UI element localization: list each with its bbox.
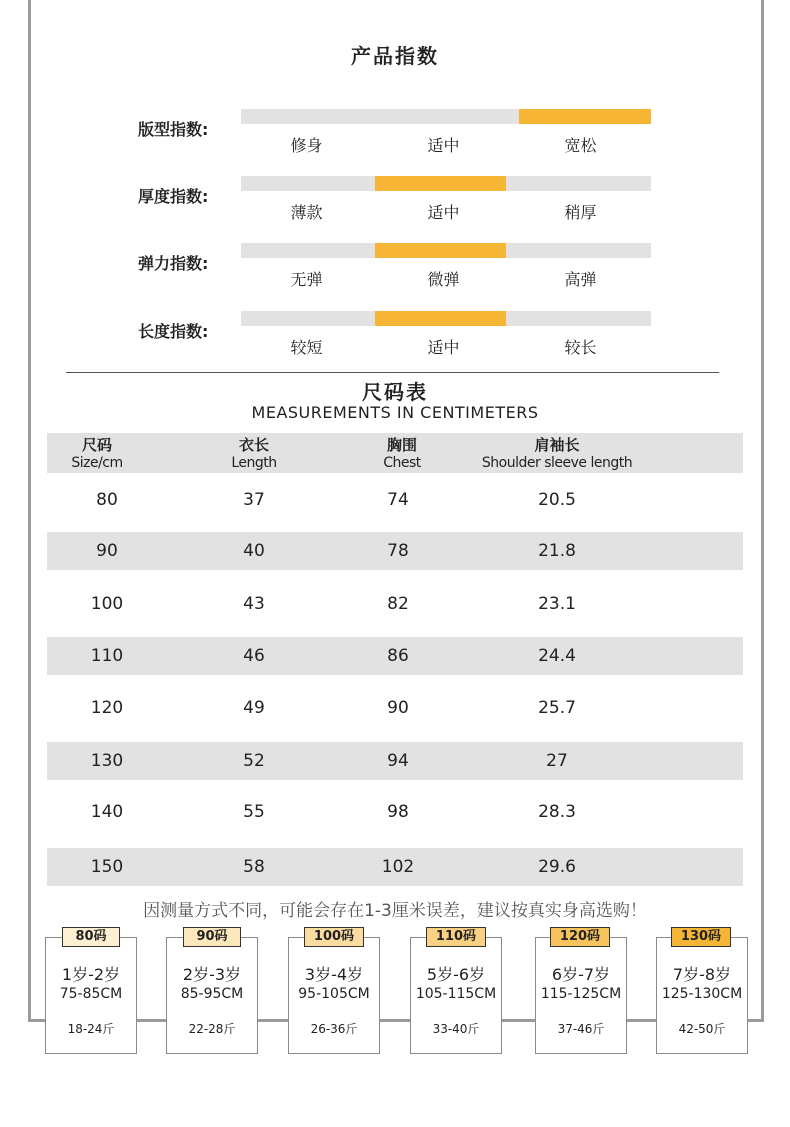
card-weight: 37-46斤 bbox=[557, 1022, 605, 1036]
index-row-length bbox=[0, 311, 790, 371]
index-option: 宽松 bbox=[564, 136, 597, 155]
size-tag: 110码 bbox=[426, 927, 486, 947]
cell-shoulder-sleeve: 20.5 bbox=[538, 490, 576, 510]
card-age: 3岁-4岁 bbox=[304, 965, 364, 984]
frame-bottom-border bbox=[28, 1019, 764, 1022]
cell-chest: 90 bbox=[387, 698, 409, 718]
size-table-subtitle: MEASUREMENTS IN CENTIMETERS bbox=[251, 403, 539, 422]
size-card-130 bbox=[656, 937, 748, 1054]
table-row bbox=[47, 532, 743, 570]
index-segment bbox=[506, 243, 651, 258]
cell-shoulder-sleeve: 29.6 bbox=[538, 857, 576, 877]
header-en: Chest bbox=[383, 455, 421, 471]
table-row bbox=[47, 793, 743, 831]
cell-size: 80 bbox=[96, 490, 118, 510]
card-age: 2岁-3岁 bbox=[182, 965, 242, 984]
header-en: Size/cm bbox=[71, 455, 123, 471]
cell-chest: 102 bbox=[381, 857, 415, 877]
index-label: 版型指数: bbox=[138, 120, 209, 139]
index-row-fit bbox=[0, 109, 790, 169]
cell-length: 40 bbox=[243, 541, 265, 561]
header-en: Shoulder sleeve length bbox=[481, 455, 633, 471]
cell-chest: 94 bbox=[387, 751, 409, 771]
table-row bbox=[47, 637, 743, 675]
measurement-note: 因测量方式不同，可能会存在1-3厘米误差，建议按真实身高选购！ bbox=[143, 901, 647, 921]
card-height: 75-85CM bbox=[59, 986, 123, 1002]
index-option: 较长 bbox=[564, 338, 597, 357]
index-segment bbox=[506, 311, 651, 326]
index-row-elasticity bbox=[0, 243, 790, 303]
size-tag: 90码 bbox=[183, 927, 241, 947]
cell-chest: 86 bbox=[387, 646, 409, 666]
table-row bbox=[47, 742, 743, 780]
header-shoulder-sleeve bbox=[452, 436, 662, 472]
index-segment bbox=[375, 176, 506, 191]
index-segment bbox=[519, 109, 651, 124]
header-cn: 尺码 bbox=[81, 436, 112, 454]
size-table-header bbox=[47, 433, 743, 473]
card-height: 105-115CM bbox=[415, 986, 497, 1002]
size-tag: 80码 bbox=[62, 927, 120, 947]
index-segment bbox=[241, 311, 375, 326]
cell-shoulder-sleeve: 23.1 bbox=[538, 594, 576, 614]
table-row bbox=[47, 585, 743, 623]
size-card-90 bbox=[166, 937, 258, 1054]
cell-shoulder-sleeve: 28.3 bbox=[538, 802, 576, 822]
card-height: 95-105CM bbox=[298, 986, 370, 1002]
card-age: 7岁-8岁 bbox=[672, 965, 732, 984]
size-card-100 bbox=[288, 937, 380, 1054]
card-height: 115-125CM bbox=[540, 986, 622, 1002]
index-option: 无弹 bbox=[290, 270, 323, 289]
index-option: 适中 bbox=[427, 136, 460, 155]
card-weight: 42-50斤 bbox=[678, 1022, 726, 1036]
table-row bbox=[47, 481, 743, 519]
index-option: 微弹 bbox=[427, 270, 460, 289]
cell-chest: 74 bbox=[387, 490, 409, 510]
index-label: 厚度指数: bbox=[138, 187, 209, 206]
cell-size: 110 bbox=[90, 646, 124, 666]
cell-length: 43 bbox=[243, 594, 265, 614]
cell-shoulder-sleeve: 24.4 bbox=[538, 646, 576, 666]
size-table-title: 尺码表 bbox=[362, 380, 428, 404]
cell-length: 37 bbox=[243, 490, 265, 510]
index-option: 适中 bbox=[427, 203, 460, 222]
cell-size: 130 bbox=[90, 751, 124, 771]
index-segment bbox=[241, 109, 378, 124]
table-row bbox=[47, 848, 743, 886]
cell-size: 140 bbox=[90, 802, 124, 822]
index-option: 薄款 bbox=[290, 203, 323, 222]
index-option: 修身 bbox=[290, 136, 323, 155]
cell-length: 52 bbox=[243, 751, 265, 771]
size-tag: 130码 bbox=[671, 927, 731, 947]
header-cn: 胸围 bbox=[386, 436, 417, 454]
card-age: 6岁-7岁 bbox=[551, 965, 611, 984]
card-weight: 26-36斤 bbox=[310, 1022, 358, 1036]
card-weight: 33-40斤 bbox=[432, 1022, 480, 1036]
index-option: 适中 bbox=[427, 338, 460, 357]
cell-shoulder-sleeve: 25.7 bbox=[538, 698, 576, 718]
table-row bbox=[47, 689, 743, 727]
section-divider bbox=[66, 372, 719, 373]
index-label: 弹力指数: bbox=[138, 254, 209, 273]
header-cn: 肩袖长 bbox=[534, 436, 580, 454]
index-segment bbox=[375, 311, 506, 326]
cell-length: 46 bbox=[243, 646, 265, 666]
product-index-title: 产品指数 bbox=[351, 44, 439, 68]
cell-size: 150 bbox=[90, 857, 124, 877]
cell-chest: 98 bbox=[387, 802, 409, 822]
index-row-thickness bbox=[0, 176, 790, 236]
index-option: 稍厚 bbox=[564, 203, 597, 222]
header-size bbox=[57, 436, 137, 472]
size-tag: 120码 bbox=[550, 927, 610, 947]
index-option: 较短 bbox=[290, 338, 323, 357]
cell-shoulder-sleeve: 21.8 bbox=[538, 541, 576, 561]
size-tag: 100码 bbox=[304, 927, 364, 947]
cell-length: 58 bbox=[243, 857, 265, 877]
index-option: 高弹 bbox=[564, 270, 597, 289]
cell-length: 55 bbox=[243, 802, 265, 822]
cell-chest: 82 bbox=[387, 594, 409, 614]
cell-chest: 78 bbox=[387, 541, 409, 561]
card-height: 85-95CM bbox=[180, 986, 244, 1002]
cell-shoulder-sleeve: 27 bbox=[546, 751, 568, 771]
index-label: 长度指数: bbox=[138, 322, 209, 341]
card-height: 125-130CM bbox=[661, 986, 743, 1002]
card-weight: 18-24斤 bbox=[67, 1022, 115, 1036]
card-age: 5岁-6岁 bbox=[426, 965, 486, 984]
cell-length: 49 bbox=[243, 698, 265, 718]
header-cn: 衣长 bbox=[238, 436, 269, 454]
index-segment bbox=[241, 243, 375, 258]
index-segment bbox=[378, 109, 519, 124]
size-card-80 bbox=[45, 937, 137, 1054]
header-length bbox=[214, 436, 294, 472]
header-en: Length bbox=[231, 455, 277, 471]
cell-size: 90 bbox=[96, 541, 118, 561]
index-segment bbox=[375, 243, 506, 258]
size-card-120 bbox=[535, 937, 627, 1054]
header-chest bbox=[362, 436, 442, 472]
cell-size: 100 bbox=[90, 594, 124, 614]
size-card-110 bbox=[410, 937, 502, 1054]
index-segment bbox=[241, 176, 375, 191]
cell-size: 120 bbox=[90, 698, 124, 718]
index-segment bbox=[506, 176, 651, 191]
card-weight: 22-28斤 bbox=[188, 1022, 236, 1036]
card-age: 1岁-2岁 bbox=[61, 965, 121, 984]
